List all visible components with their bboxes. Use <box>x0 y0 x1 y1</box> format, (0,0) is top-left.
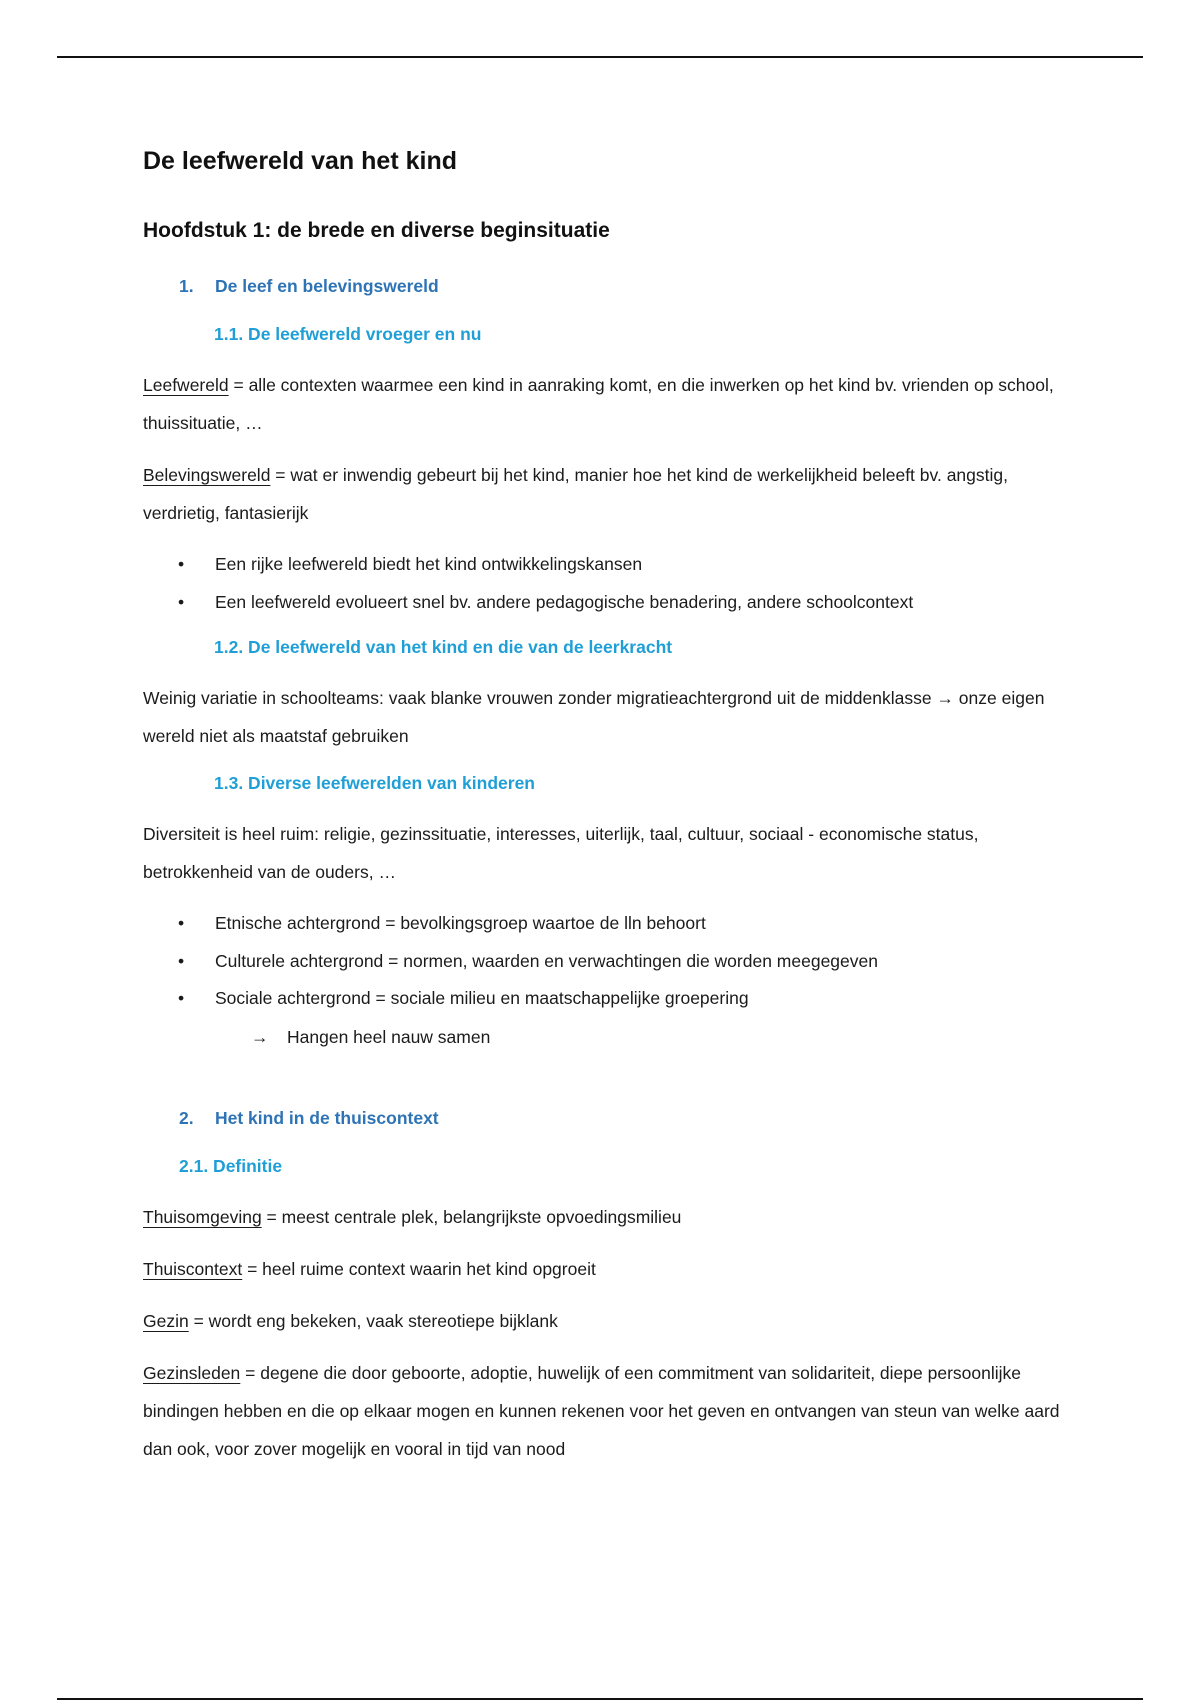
list-item: • Een rijke leefwereld biedt het kind ontwikkelingskansen <box>143 546 1063 584</box>
definition-text: = degene die door geboorte, adoptie, huwelijk of een commitment van solidariteit, diepe persoonlijke bindingen hebben en die op elkaar mogen en kunnen rekenen voor het geven en ontvangen van steun van welke aard dan ook, voor zover mogelijk en vooral in tijd van nood <box>143 1362 1060 1459</box>
bullet-icon: • <box>178 554 185 574</box>
term-thuisomgeving: Thuisomgeving <box>143 1206 262 1227</box>
term-belevingswereld: Belevingswereld <box>143 465 271 485</box>
section-2-heading <box>179 1104 1063 1132</box>
section-2-1-heading: 2.1. Definitie <box>179 1155 283 1176</box>
section-2-title: Het kind in de thuiscontext <box>215 1107 439 1128</box>
arrow-right-icon: → <box>251 1026 269 1047</box>
definition-thuiscontext <box>143 1250 1063 1288</box>
section-1-1-heading: 1.1. De leefwereld vroeger en nu <box>214 324 482 344</box>
list-item: • Etnische achtergrond = bevolkingsgroep waartoe de lln behoort <box>143 905 1063 943</box>
term-thuiscontext: Thuiscontext <box>143 1258 243 1279</box>
header-rule <box>57 56 1143 58</box>
section-2-number: 2. <box>179 1107 194 1128</box>
paragraph-1-3: Diversiteit is heel ruim: religie, gezinssituatie, interesses, uiterlijk, taal, cultuur, sociaal - economische status, betrokkenheid van de ouders, … <box>143 824 979 882</box>
term-leefwereld: Leefwereld <box>143 375 229 395</box>
section-1-title: De leef en belevingswereld <box>215 276 439 296</box>
list-item: • Een leefwereld evolueert snel bv. andere pedagogische benadering, andere schoolcontext <box>143 584 1063 622</box>
definition-text: = alle contexten waarmee een kind in aanraking komt, en die inwerken op het kind bv. vrienden op school, thuissituatie, … <box>143 375 1054 433</box>
section-1-heading <box>179 272 1063 300</box>
definition-belevingswereld <box>143 456 1063 532</box>
bullet-icon: • <box>178 591 185 612</box>
section-1-3-heading: 1.3. Diverse leefwerelden van kinderen <box>214 773 535 793</box>
section-1-2-heading: 1.2. De leefwereld van het kind en die van de leerkracht <box>214 637 673 657</box>
chapter-heading: Hoofdstuk 1: de brede en diverse beginsituatie <box>143 219 610 242</box>
list-item: • Culturele achtergrond = normen, waarden en verwachtingen die worden meegegeven <box>143 943 1063 981</box>
document-body <box>143 140 1063 1482</box>
definition-gezinsleden <box>143 1354 1063 1468</box>
arrow-note <box>143 1018 1063 1056</box>
document-title: De leefwereld van het kind <box>143 147 457 175</box>
definition-text: = wordt eng bekeken, vaak stereotiepe bijklank <box>188 1310 558 1331</box>
definition-text: = wat er inwendig gebeurt bij het kind, manier hoe het kind de werkelijkheid beleeft bv. angstig, verdrietig, fantasierijk <box>143 465 1008 523</box>
definition-thuisomgeving <box>143 1198 1063 1236</box>
arrow-note-text: Hangen heel nauw samen <box>287 1026 491 1047</box>
bullet-list-1-1 <box>143 546 1063 621</box>
bullet-list-1-3 <box>143 905 1063 1018</box>
definition-gezin <box>143 1302 1063 1340</box>
paragraph-1-2: Weinig variatie in schoolteams: vaak blanke vrouwen zonder migratieachtergrond uit de middenklasse → onze eigen wereld niet als maatstaf gebruiken <box>143 688 1045 746</box>
bullet-icon: • <box>178 988 185 1008</box>
term-gezinsleden: Gezinsleden <box>143 1362 241 1383</box>
bullet-icon: • <box>178 913 185 933</box>
definition-text: = heel ruime context waarin het kind opgroeit <box>242 1258 596 1279</box>
term-gezin: Gezin <box>143 1310 189 1331</box>
list-item: • Sociale achtergrond = sociale milieu en maatschappelijke groepering <box>143 980 1063 1018</box>
definition-leefwereld <box>143 366 1063 442</box>
bullet-icon: • <box>178 950 185 971</box>
definition-text: = meest centrale plek, belangrijkste opvoedingsmilieu <box>261 1206 682 1227</box>
section-1-number: 1. <box>179 276 194 296</box>
